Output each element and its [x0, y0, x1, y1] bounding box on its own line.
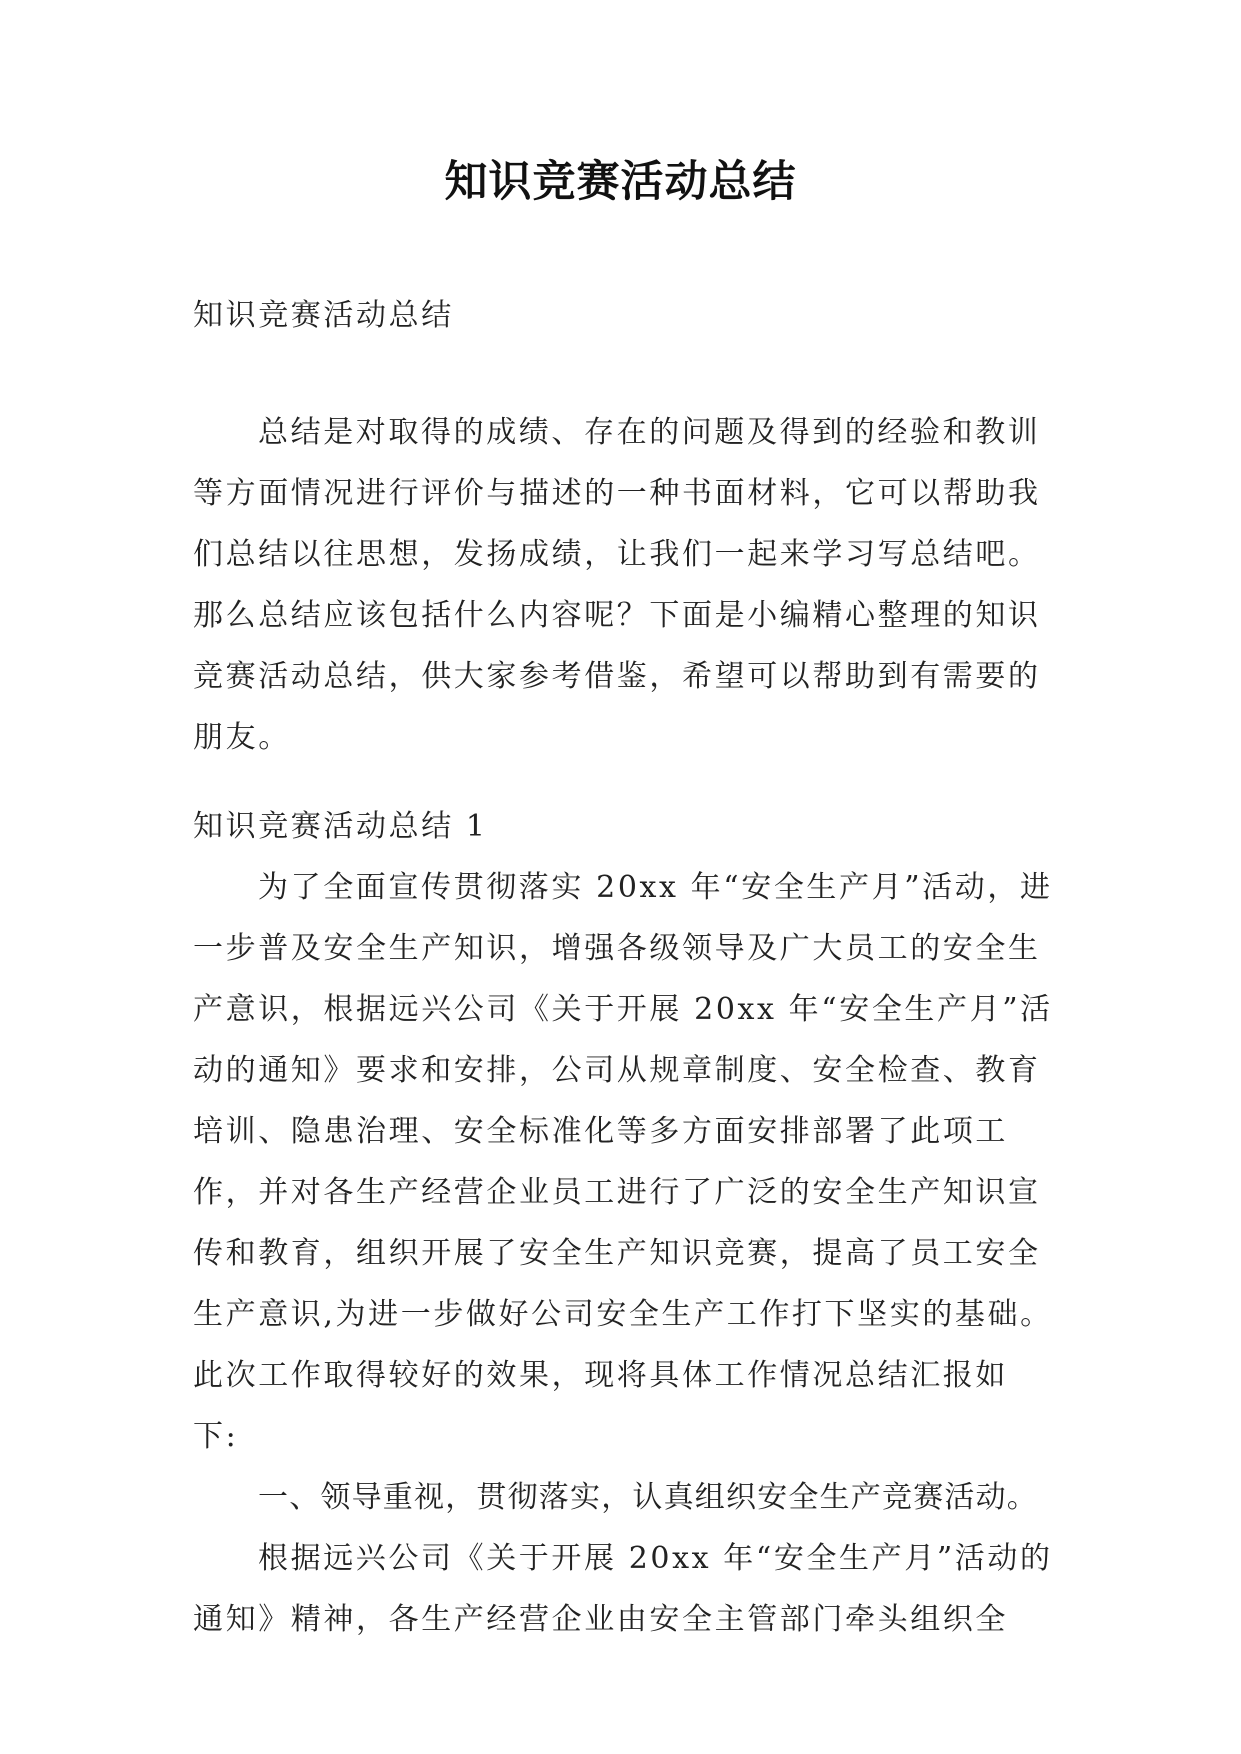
section-heading: 知识竞赛活动总结 1	[193, 809, 488, 844]
document-title: 知识竞赛活动总结	[444, 157, 797, 207]
section-paragraph: 为了全面宣传贯彻落实 20xx 年“安全生产月”活动，进一步普及安全生产知识，增强各级领导及广大员工的安全生产意识，根据远兴公司《关于开展 20xx 年“安全生产月”活动的通知》要求和安排，公司从规章制度、安全检查、教育培训、隐患治理、安全标准化等多方面安排部署了此项工作，并对各生产经营企业员工进行了广泛的安全生产知识宣传和教育，组织开展了安全生产知识竞赛，提高了员工安全生产意识,为进一步做好公司安全生产工作打下坚实的基础。此次工作取得较好的效果，现将具体工作情况总结汇报如下:	[193, 870, 1053, 1454]
document-subtitle: 知识竞赛活动总结	[193, 298, 454, 333]
section-body	[193, 857, 1053, 1650]
section-paragraph: 一、领导重视，贯彻落实，认真组织安全生产竞赛活动。	[258, 1480, 1038, 1515]
section-paragraph: 根据远兴公司《关于开展 20xx 年“安全生产月”活动的通知》精神，各生产经营企业由安全主管部门牵头组织全	[193, 1541, 1053, 1637]
intro-paragraph: 总结是对取得的成绩、存在的问题及得到的经验和教训等方面情况进行评价与描述的一种书面材料，它可以帮助我们总结以往思想，发扬成绩，让我们一起来学习写总结吧。那么总结应该包括什么内容呢？下面是小编精心整理的知识竞赛活动总结，供大家参考借鉴，希望可以帮助到有需要的朋友。	[193, 415, 1041, 755]
